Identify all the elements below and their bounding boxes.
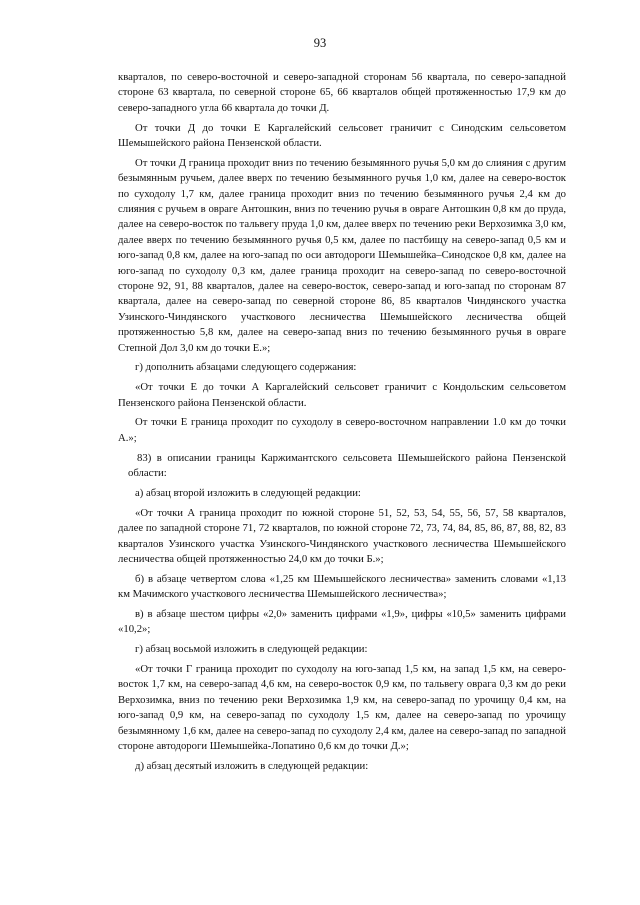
paragraph-boundary-e-a-description: От точки Е граница проходит по суходолу в северо-восточном направлении 1.0 км до точки А.»;: [118, 416, 566, 444]
document-body: [118, 70, 566, 779]
paragraph-boundary-a-b: «От точки А граница проходит по южной стороне 51, 52, 53, 54, 55, 56, 57, 58 кварталов, далее по западной стороне 71, 72 кварталов, по южной стороне 72, 73, 74, 84, 85, 86, 87, 88, 82, 83 кварталов Узинского участка Узинского-Чиндянского участкового лесничества Шемышейского лесничества общей протяженностью 24,0 км до точки Б.»;: [118, 506, 566, 565]
paragraph-subitem-g: г) дополнить абзацами следующего содержания:: [135, 361, 357, 374]
paragraph-boundary-d-e: От точки Д до точки Е Каргалейский сельсовет граничит с Синодским сельсоветом Шемышейского района Пензенской области.: [118, 121, 566, 150]
paragraph-boundary-g-d: «От точки Г граница проходит по суходолу на юго-запад 1,5 км, на запад 1,5 км, на северо-восток 1,7 км, на северо-запад 4,6 км, на северо-восток 0,9 км, по тальвегу оврага 0,3 км до реки Верхозимка, вниз по течению реки Верхозимка 1,9 км, на северо-запад по урочищу 0,4 км, на юго-запад 0,9 км, на северо-запад по суходолу 1,5 км, далее на северо-запад по урочищу безымянному 1,6 км, далее на северо-запад по суходолу 2,4 км, далее на северо-запад по западной стороне автодороги Шемышейка-Лопатино 0,6 км до точки Д.»;: [118, 662, 566, 752]
paragraph-subitem-g2: г) абзац восьмой изложить в следующей редакции:: [135, 643, 368, 656]
paragraph-item-83: 83) в описании границы Каржимантского сельсовета Шемышейского района Пензенской области:: [128, 451, 566, 480]
paragraph-subitem-a: а) абзац второй изложить в следующей редакции:: [135, 486, 361, 499]
paragraph-continuation: кварталов, по северо-восточной и северо-западной сторонам 56 квартала, по северо-западной стороне 63 квартала, по северной стороне 65, 66 кварталов общей протяженностью 17,9 км до северо-западного угла 66 квартала до точки Д.: [118, 71, 566, 114]
page-number: 93: [313, 36, 327, 50]
paragraph-boundary-e-a: «От точки Е до точки А Каргалейский сельсовет граничит с Кондольским сельсоветом Пензенского района Пензенской области.: [118, 381, 566, 409]
paragraph-boundary-d-e-description: От точки Д граница проходит вниз по течению безымянного ручья 5,0 км до слияния с другим безымянным ручьем, далее вверх по течению безымянного ручья 1,0 км, далее на северо-восток по суходолу 1,7 км, далее граница проходит вниз по течению безымянного ручья 2,4 км до слияния с ручьем в овраге Антошкин, вниз по течению ручья в овраге Антошкин 0,8 км до пруда, далее на северо-восток по тальвегу пруда 1,0 км, далее вверх по течению реки Верхозимка 3,0 км, далее вверх по течению безымянного ручья 0,5 км, далее по пастбищу на северо-запад 0,5 км и юго-запад 0,8 км, далее на юго-запад по оси автодороги Шемышейка–Синодское 0,8 км, далее на юго-запад по суходолу 0,3 км, далее граница проходит на северо-запад по северо-восточной стороне 92, 91, 88 кварталов, далее на северо-восток, северо-запад и юго-запад по сторонам 87 квартала, далее на северо-запад по северной стороне 86, 85 кварталов Чиндянского участка Узинского-Чиндянского участкового лесничества Шемышейского лесничества общей протяженностью 5,8 км, далее на северо-запад вниз по течению безымянного ручья в овраге Степной Дол 3,0 км до точки Е.»;: [118, 156, 566, 354]
paragraph-subitem-d: д) абзац десятый изложить в следующей редакции:: [135, 759, 369, 772]
paragraph-subitem-b: б) в абзаце четвертом слова «1,25 км Шемышейского лесничества» заменить словами «1,13 км Мачимского участкового лесничества Шемышейского лесничества»;: [118, 572, 566, 601]
paragraph-subitem-v: в) в абзаце шестом цифры «2,0» заменить цифрами «1,9», цифры «10,5» заменить цифрами «10,2»;: [118, 607, 566, 636]
